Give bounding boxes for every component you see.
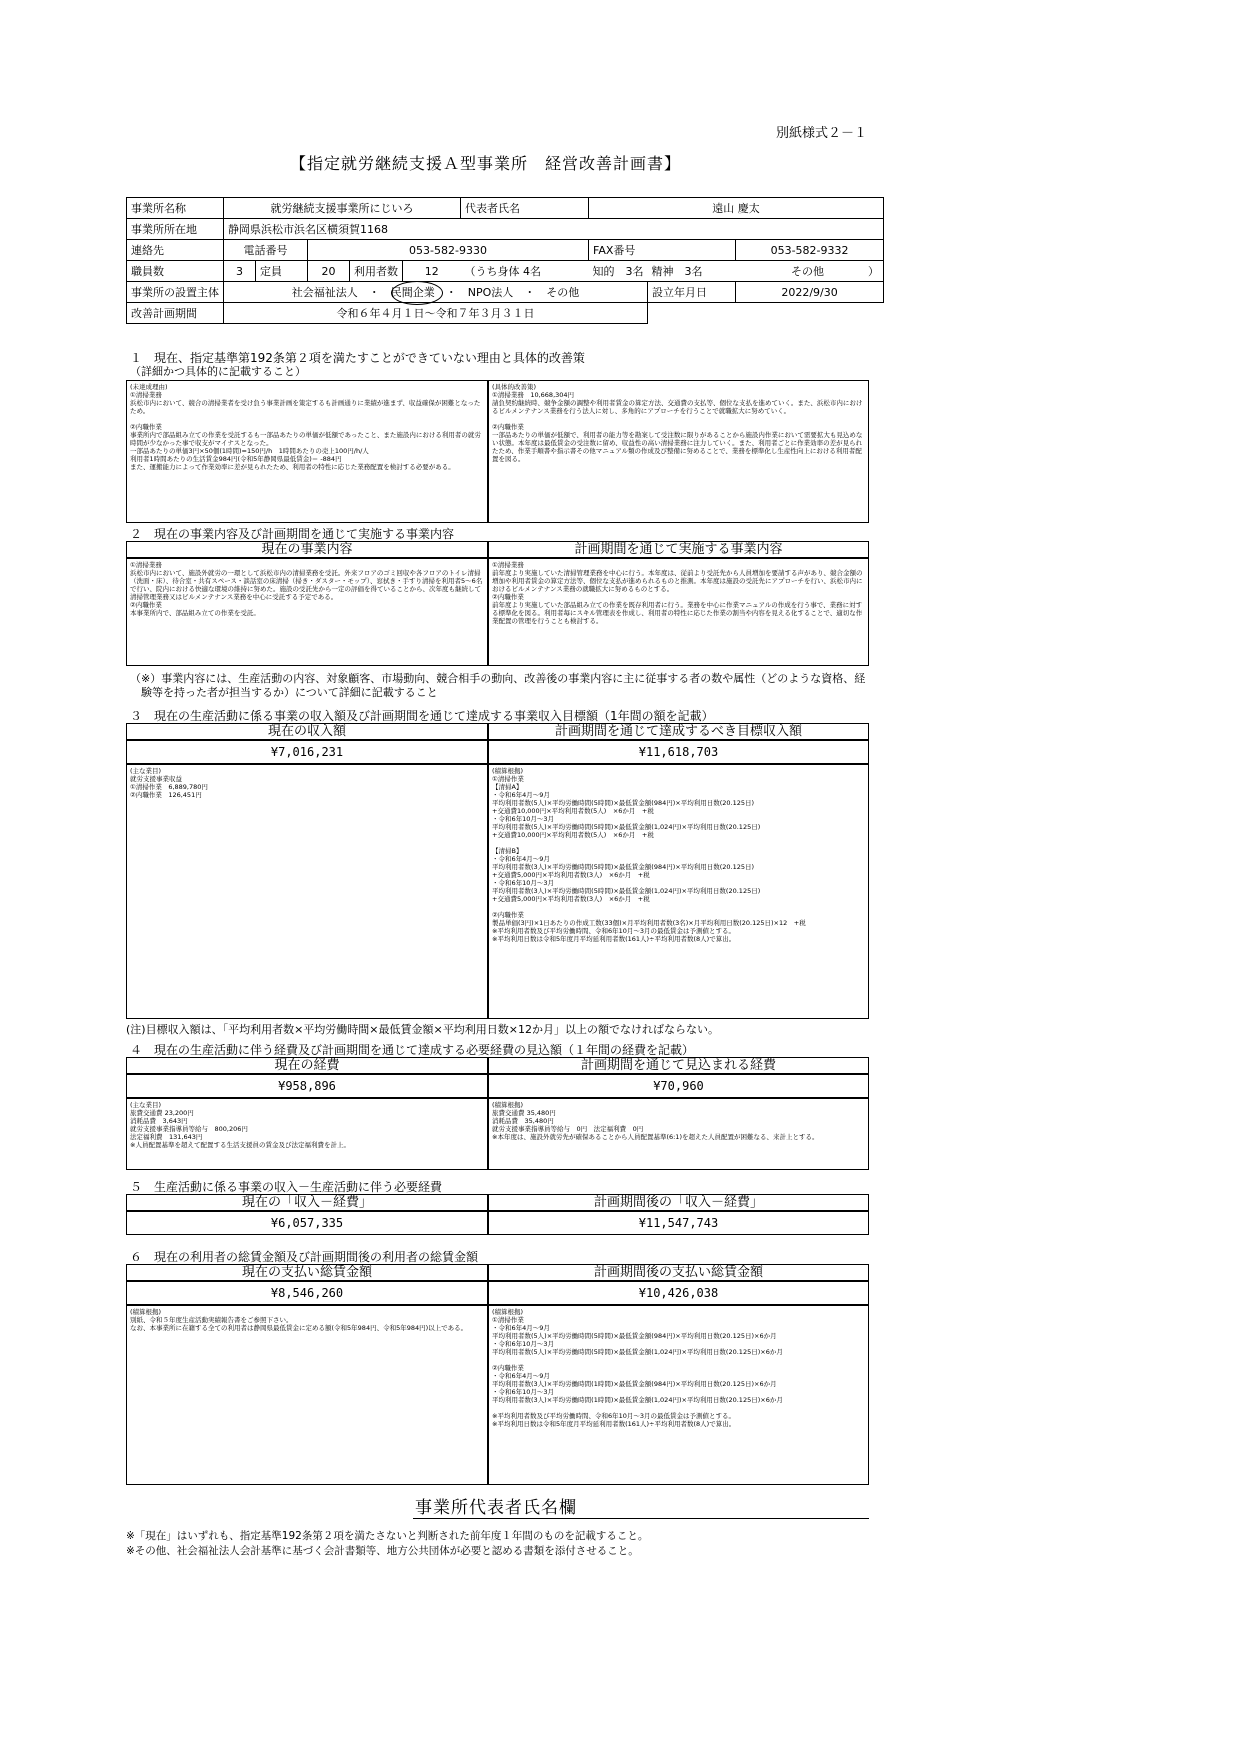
s2-note-line1: （※）事業内容には、生産活動の内容、対象顧客、市場動向、競合相手の動向、改善後の事業内容に主に従事する者の数や属性（どのような資格、経	[130, 672, 866, 685]
s4-current-expense: ¥958,896	[126, 1074, 488, 1098]
s2-planned-business-box: ①清掃業務 前年度より実施していた清掃管理業務を中心に行う。本年度は、従前より受託先から人員増加を要請する声があり、競合金額の増加や利用者賃金の算定方法等、個位な支払が進められるものと推測。本年度は施設の受託先にアプローチを行い、浜松市内におけるビルメンテナンス業務の就職拡大に努めるものとする。 ②内職作業 前年度より実施していた部品組み立ての作業を既存利用者に行う。業務を中心に作業マニュアルの作成を行う事で、業務に対する標準化を図る。利用者毎にスキル管理表を作成し、利用者の特性に応じた作業の割当や内容を見える化することで、適切な作業配置の管理を行うことも検討する。	[488, 558, 869, 666]
s3-note: (注)目標収入額は、「平均利用者数×平均労働時間×最低賃金額×平均利用日数×12か月」以上の額でなければならない。	[126, 1023, 719, 1036]
s5-left-header: 現在の「収入－経費」	[126, 1194, 488, 1211]
s6-left-header: 現在の支払い総賃金額	[126, 1264, 488, 1281]
s3-current-income: ¥7,016,231	[126, 740, 488, 764]
tel-label: 電話番号	[224, 240, 308, 261]
s6-title: ６ 現在の利用者の総賃金額及び計画期間後の利用者の総賃金額	[130, 1250, 479, 1264]
breakdown-intellectual: 知的 3名	[589, 261, 648, 282]
contact-label: 連絡先	[127, 240, 224, 261]
address: 静岡県浜松市浜名区横須賀1168	[224, 219, 884, 240]
s5-planned-net: ¥11,547,743	[488, 1211, 869, 1235]
s3-current-detail-box: (主な業目) 就労支援事業収益 ①清掃作業 6,889,780円 ②内職作業 126,451円	[126, 764, 488, 1019]
capacity-label: 定員	[256, 261, 308, 282]
s2-current-business-box: ①清掃業務 浜松市内において、施設外就労の一環として浜松市内の清掃業務を受託。外来フロアのゴミ回収や各フロアのトイレ清掃（洗面・床）、待合室・共有スペース・談話室の床清掃（掃き・ダスター・モップ）、窓拭き・手すり清掃を利用者5～6名で行い、院内における快適な環境の維持に努めた。施設の受託先から一定の評価を得ていることから、次年度も継続して清掃管理業務又はビルメンテナンス業務を中心に受託する予定である。 ②内職作業 本事業所内で、部品組み立ての作業を受託。	[126, 558, 488, 666]
s1-reason-box: (未達成理由) ①清掃業務 浜松市内において、競合の清掃業者を受け負う事業計画を策定するも計画通りに業績が進まず、収益確保が困難となったため。 ②内職作業 事業所内で部品組み立ての作業を受託するも一部品あたりの単価が低額であったこと、また施設内における利用者の就労時間が少なかった事で収支がマイナスとなった。 一部品あたりの単価3円×50個(1時間)=150円/h 1時間あたりの売上100円/h/人 利用者1時間あたりの生活賃金984円(令和5年静岡県最低賃金)＝ -884円 また、運搬能力によって作業効率に差が見られたため、利用者の特性に応じた業務配置を検討する必要がある。	[126, 380, 488, 523]
s1-subtitle: （詳細かつ具体的に記載すること）	[130, 365, 306, 378]
selected-option-circle	[391, 281, 443, 305]
s4-title: ４ 現在の生産活動に伴う経費及び計画期間を通じて達成する必要経費の見込額（１年間の経費を記載）	[130, 1043, 695, 1057]
s3-target-income: ¥11,618,703	[488, 740, 869, 764]
s6-current-wages: ¥8,546,260	[126, 1281, 488, 1305]
s4-planned-detail-box: (積算根拠) 旅費交通費 35,480円 消耗品費 35,480円 就労支援事業指導員等給与 0円 法定福利費 0円 ※本年度は、施設外就労先が確保あることから人員配置基準(6:1)を超えた人員配置が困難なる、来計上とする。	[488, 1098, 869, 1170]
office-name: 就労継続支援事業所にじいろ	[224, 198, 461, 219]
s1-title: １ 現在、指定基準第192条第２項を満たすことができていない理由と具体的改善策	[130, 351, 585, 365]
s5-right-header: 計画期間後の「収入－経費」	[488, 1194, 869, 1211]
representative-signature-line	[413, 1518, 869, 1519]
s3-target-detail-box: (積算根拠) ①清掃作業 【清掃A】 ・令和6年4月～9月 平均利用者数(5人)×平均労働時間(5時間)×最低賃金額(984円)×平均利用日数(20.125日) +交通費10,000円×平均利用者数(5人) ×6か月 +税 ・令和6年10月～3月 平均利用者数(5人)×平均労働時間(5時間)×最低賃金額(1,024円)×平均利用日数(20.125日) +交通費10,000円×平均利用者数(5人) ×6か月 +税 【清掃B】 ・令和6年4月～9月 平均利用者数(3人)×平均労働時間(5時間)×最低賃金額(984円)×平均利用日数(20.125日) +交通費5,000円×平均利用者数(3人) ×6か月 +税 ・令和6年10月～3月 平均利用者数(3人)×平均労働時間(5時間)×最低賃金額(1,024円)×平均利用日数(20.125日) +交通費5,000円×平均利用者数(3人) ×6か月 +税 ②内職作業 製品単価(3円)×1日あたりの作成工数(33個)×月平均利用者数(3名)×月平均利用日数(20.125日)×12 +税 ※平均利用者数及び平均労働時間、令和6年10月～3月の最低賃金は予測値とする。 ※平均利用日数は令和5年度月平均延利用者数(161人)÷平均利用者数(8人)で算出。	[488, 764, 869, 1019]
established-date: 2022/9/30	[736, 282, 884, 303]
breakdown-mental: 精神 3名	[648, 261, 736, 282]
s3-right-header: 計画期間を通じて達成するべき目標収入額	[488, 723, 869, 740]
s6-planned-detail-box: (積算根拠) ①清掃作業 ・令和6年4月～9月 平均利用者数(5人)×平均労働時間(5時間)×最低賃金額(984円)×平均利用日数(20.125日)×6か月 ・令和6年10月～3月 平均利用者数(5人)×平均労働時間(5時間)×最低賃金額(1,024円)×平均利用日数(20.125日)×6か月 ②内職作業 ・令和6年4月～9月 平均利用者数(3人)×平均労働時間(1時間)×最低賃金額(984円)×平均利用日数(20.125日)×6か月 ・令和6年10月～3月 平均利用者数(3人)×平均労働時間(1時間)×最低賃金額(1,024円)×平均利用日数(20.125日)×6か月 ※平均利用者数及び平均労働時間、令和6年10月～3月の最低賃金は予測値とする。 ※平均利用日数は令和5年度月平均延利用者数(161人)÷平均利用者数(8人)で算出。	[488, 1305, 869, 1485]
fax-label: FAX番号	[589, 240, 736, 261]
tel: 053-582-9330	[308, 240, 589, 261]
s5-title: ５ 生産活動に係る事業の収入－生産活動に伴う必要経費	[130, 1180, 443, 1194]
breakdown-physical: （うち身体 4名	[461, 261, 589, 282]
s4-planned-expense: ¥70,960	[488, 1074, 869, 1098]
s2-left-header: 現在の事業内容	[126, 541, 488, 558]
period-label: 改善計画期間	[127, 303, 224, 324]
footer-note-1: ※「現在」はいずれも、指定基準192条第２項を満たさないと判断された前年度１年間のものを記載すること。	[126, 1530, 649, 1542]
s2-right-header: 計画期間を通じて実施する事業内容	[488, 541, 869, 558]
s1-measures-box: (具体的改善策) ①清掃業務 10,668,304円 請負契約継続時、競争金額の調整や利用者賃金の算定方法、交通費の支払等、個位な支払を進めていく。また、浜松市内におけるビルメンテナンス業務を行う法人に対し、多角的にアプローチを行うことで就職拡大に努めていく。 ②内職作業 一部品あたりの単価が低額で、利用者の能力等を勘案して受注数に限りがあることから施設内作業において需要拡大も見込めない状態。本年度は最低賃金の受注数に留め、収益性の高い清掃業務に注力していく。また、利用者ごとに作業効率の差が見られたため、作業手順書や指示書その他マニュアル類の作成及び整備に努めることで、業務を標準化し生産性向上における利用者配置を図る。	[488, 380, 869, 523]
staff-label: 職員数	[127, 261, 224, 282]
founder-label: 事業所の設置主体	[127, 282, 224, 303]
s5-current-net: ¥6,057,335	[126, 1211, 488, 1235]
document-title: 【指定就労継続支援Ａ型事業所 経営改善計画書】	[290, 154, 682, 173]
users-count: 12	[403, 261, 461, 282]
office-name-label: 事業所名称	[127, 198, 224, 219]
s2-note-line2: 験等を持った者が担当するか）について詳細に記載すること	[141, 686, 438, 699]
improvement-period: 令和６年４月１日～令和７年３月３１日	[224, 303, 648, 324]
form-code: 別紙様式２－１	[776, 126, 868, 141]
s6-right-header: 計画期間後の支払い総賃金額	[488, 1264, 869, 1281]
s6-current-detail-box: (積算根拠) 別紙、令和５年度生産活動実績報告書をご参照下さい。 なお、本事業所に在籍する全ての利用者は静岡県最低賃金に定める額(令和5年984円、令和5年984円)以上である。	[126, 1305, 488, 1485]
users-label: 利用者数	[350, 261, 403, 282]
staff-count: 3	[224, 261, 256, 282]
founder-options: 社会福祉法人 ・ 民間企業 ・ NPO法人 ・ その他	[224, 282, 648, 303]
s2-title: ２ 現在の事業内容及び計画期間を通じて実施する事業内容	[130, 527, 455, 541]
office-info-table	[126, 197, 884, 324]
rep-label: 代表者氏名	[461, 198, 589, 219]
s4-left-header: 現在の経費	[126, 1057, 488, 1074]
s3-left-header: 現在の収入額	[126, 723, 488, 740]
address-label: 事業所所在地	[127, 219, 224, 240]
s4-right-header: 計画期間を通じて見込まれる経費	[488, 1057, 869, 1074]
representative-title: 事業所代表者氏名欄	[415, 1498, 577, 1518]
fax: 053-582-9332	[736, 240, 884, 261]
s3-title: ３ 現在の生産活動に係る事業の収入額及び計画期間を通じて達成する事業収入目標額（1年間の額を記載）	[130, 709, 714, 723]
footer-note-2: ※その他、社会福祉法人会計基準に基づく会計書類等、地方公共団体が必要と認める書類を添付させること。	[126, 1545, 639, 1557]
s4-current-detail-box: (主な業目) 旅費交通費 23,200円 消耗品費 3,643円 就労支援事業指導員等給与 800,206円 法定福利費 131,643円 ※人員配置基準を超えて配置する生活支援員の賃金及び法定福利費を計上。	[126, 1098, 488, 1170]
established-label: 設立年月日	[648, 282, 736, 303]
s6-planned-wages: ¥10,426,038	[488, 1281, 869, 1305]
rep-name: 遠山 慶太	[589, 198, 884, 219]
breakdown-other: その他 ）	[736, 261, 884, 282]
capacity: 20	[308, 261, 350, 282]
